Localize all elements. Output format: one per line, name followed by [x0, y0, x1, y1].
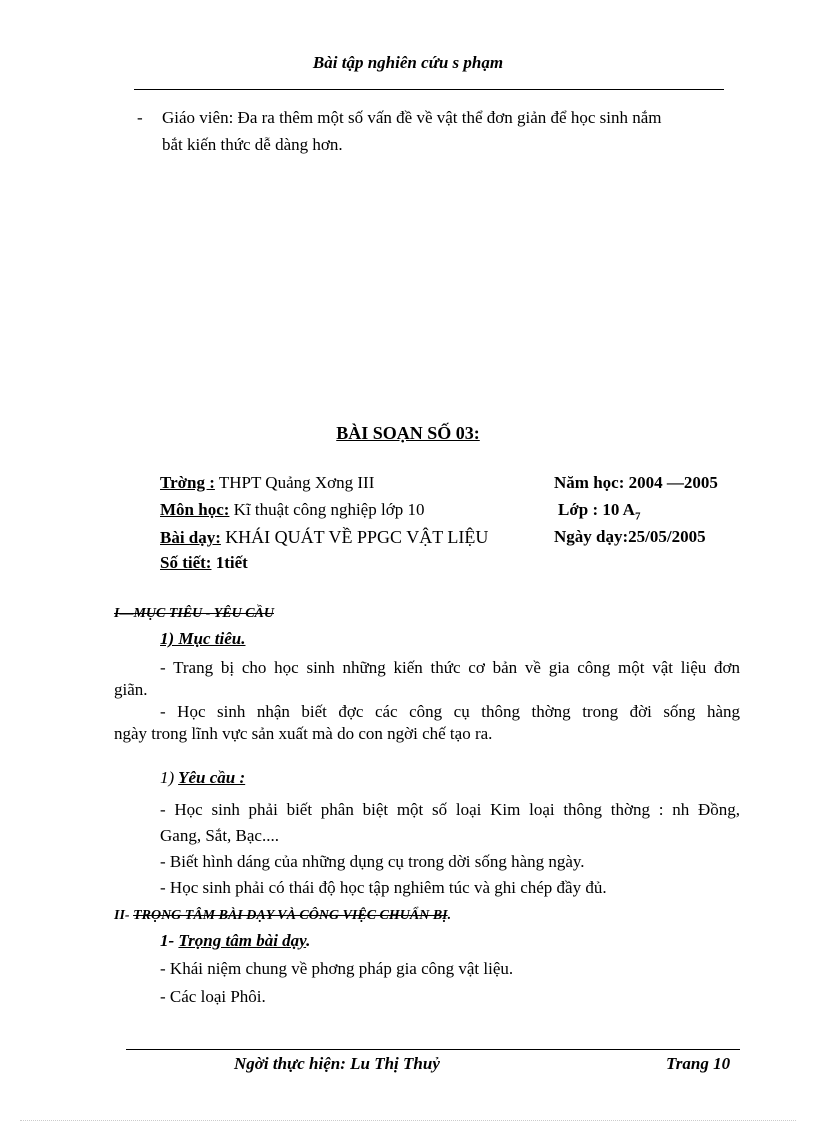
- subject-value: Kĩ thuật công nghiệp lớp 10: [233, 500, 425, 519]
- year-row: [554, 473, 718, 493]
- subject-row: [160, 500, 424, 520]
- focus-item-2: - Các loại Phôi.: [160, 987, 266, 1006]
- page-edge-dots: [20, 1120, 796, 1121]
- school-row: [160, 473, 374, 493]
- class-label: Lớp :: [558, 500, 599, 519]
- requirements-title: Yêu cầu :: [178, 768, 246, 787]
- requirement-2: - Biết hình dáng của những dụng cụ trong dời sống hàng ngày.: [160, 852, 585, 871]
- periods-value: 1tiết: [215, 553, 248, 572]
- section-2-heading: TRỌNG TÂM BÀI DẠY VÀ CÔNG VIỆC CHUẨN BỊ: [133, 908, 448, 923]
- date-label: Ngày dạy:: [554, 527, 629, 546]
- section-1-sub1-title: [160, 629, 245, 649]
- school-value: THPT Quảng Xơng III: [218, 473, 375, 492]
- requirement-1-line-1: - Học sinh phải biết phân biệt một số loại Kim loại thông thờng : nh Đồng,: [160, 800, 740, 819]
- footer-page-number: Trang 10: [666, 1054, 731, 1073]
- school-label: Trờng :: [160, 473, 215, 492]
- date-row: [554, 527, 706, 547]
- year-value: 2004 —2005: [628, 473, 718, 492]
- focus-title-end: .: [306, 931, 311, 950]
- year-label: Năm học:: [554, 473, 625, 492]
- intro-line-2: bắt kiến thức dễ dàng hơn.: [162, 135, 343, 154]
- topic-value: KHÁI QUÁT VỀ PPGC VẬT LIỆU: [225, 527, 489, 547]
- requirement-3: - Học sinh phải có thái độ học tập nghiêm túc và ghi chép đầy đủ.: [160, 878, 607, 897]
- topic-label: Bài dạy:: [160, 528, 221, 547]
- periods-label: Số tiết:: [160, 553, 212, 572]
- section-2-heading-end: .: [447, 908, 452, 923]
- periods-row: [160, 553, 248, 573]
- goal-paragraph-1-line-1: - Trang bị cho học sinh những kiến thức cơ bản về gia công một vật liệu đơn: [160, 658, 740, 677]
- goal-title: 1) Mục tiêu.: [160, 629, 246, 648]
- footer-rule: [126, 1049, 740, 1050]
- goal-paragraph-1-line-2: giãn.: [114, 680, 148, 699]
- lesson-title: BÀI SOẠN SỐ 03:: [336, 423, 480, 443]
- class-row: [558, 500, 640, 522]
- header-rule: [134, 89, 724, 90]
- class-subscript: 7: [634, 510, 641, 523]
- topic-row: [160, 527, 488, 548]
- focus-item-1: - Khái niệm chung về phơng pháp gia công vật liệu.: [160, 959, 514, 978]
- subject-label: Môn học:: [160, 500, 230, 519]
- intro-bullet: -: [137, 108, 143, 127]
- requirements-title-row: [160, 768, 245, 788]
- requirement-1-line-2: Gang, Sắt, Bạc....: [160, 826, 279, 845]
- requirements-number: 1): [160, 768, 175, 787]
- intro-line-1: Giáo viên: Đa ra thêm một số vấn đề về vật thể đơn giản để học sinh nắm: [162, 108, 662, 127]
- date-value: 25/05/2005: [628, 527, 706, 546]
- focus-title: Trọng tâm bài dạy: [178, 931, 307, 950]
- section-2-heading-row: [114, 908, 451, 924]
- class-value: 10 A: [602, 500, 635, 519]
- running-header: Bài tập nghiên cứu s phạm: [312, 53, 504, 72]
- goal-paragraph-2-line-2: ngày trong lĩnh vực sản xuất mà do con ngời chế tạo ra.: [114, 724, 493, 743]
- goal-paragraph-2-line-1: - Học sinh nhận biết đợc các công cụ thông thờng trong đời sống hàng: [160, 702, 740, 721]
- footer-author: Ngời thực hiện: Lu Thị Thuỷ: [234, 1054, 440, 1073]
- section-1-heading: I—MỤC TIÊU - YÊU CẦU: [114, 606, 274, 621]
- focus-number: 1-: [160, 931, 175, 950]
- section-2-prefix: II-: [114, 908, 130, 923]
- focus-title-row: [160, 931, 310, 951]
